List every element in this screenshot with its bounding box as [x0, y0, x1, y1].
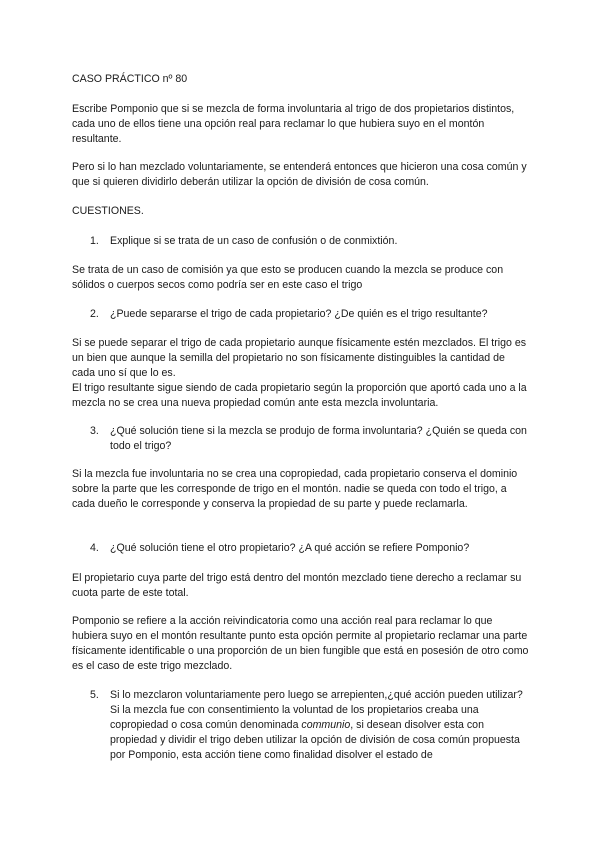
- answer-2: [72, 336, 530, 411]
- intro-paragraph-2: Pero si lo han mezclado voluntariamente, se entenderá entonces que hicieron una cosa común y que si quieren dividirlo deberán utilizar la opción de división de cosa común.: [72, 161, 527, 188]
- question-text: ¿Qué solución tiene si la mezcla se produjo de forma involuntaria? ¿Quién se queda con todo el trigo?: [110, 425, 527, 452]
- question-text: ¿Qué solución tiene el otro propietario? ¿A qué acción se refiere Pomponio?: [110, 542, 470, 554]
- question-number: 2.: [90, 308, 99, 320]
- question-text: Explique si se trata de un caso de confusión o de conmixtión.: [110, 235, 398, 247]
- question-number: 3.: [90, 425, 99, 437]
- question-3: [90, 424, 530, 454]
- answer-2-paragraph-1: Si se puede separar el trigo de cada propietario aunque físicamente estén mezclados. El trigo es un bien que aunque la semilla del propietario no son físicamente distinguibles la cantidad de cada uno sí que lo es.: [72, 337, 527, 379]
- question-1: [90, 234, 530, 249]
- question-5: [90, 688, 530, 763]
- question-5-text: [110, 688, 530, 763]
- question-5-text-after: , si desean disolver esta con propiedad y dividir el trigo deben utilizar la opción de división de cosa común propuesta por Pomponio, esta acción tiene como finalidad disolver el estado de: [110, 719, 520, 761]
- question-number: 5.: [90, 689, 99, 701]
- intro-paragraph-1: Escribe Pomponio que si se mezcla de forma involuntaria al trigo de dos propietarios distintos, cada uno de ellos tiene una opción real para reclamar lo que hubiera suyo en el montón resultante.: [72, 103, 515, 145]
- question-text: ¿Puede separarse el trigo de cada propietario? ¿De quién es el trigo resultante?: [110, 308, 488, 320]
- question-4: [90, 541, 530, 556]
- communio-term: communio: [301, 719, 351, 731]
- question-5-text-before: Si lo mezclaron voluntariamente pero luego se arrepienten,¿qué acción pueden utilizar?Si la mezcla fue con consentimiento la voluntad de los propietarios creaba una copropiedad o cosa común denominada: [110, 689, 523, 731]
- answer-2-paragraph-2: El trigo resultante sigue siendo de cada propietario según la proporción que aportó cada uno a la mezcla no se crea una nueva propiedad común ante esta mezcla involuntaria.: [72, 382, 527, 409]
- question-number: 4.: [90, 542, 99, 554]
- answer-4-paragraph-1: El propietario cuya parte del trigo está dentro del montón mezclado tiene derecho a reclamar su cuota parte de este total.: [72, 572, 522, 599]
- answer-1: Se trata de un caso de comisión ya que esto se producen cuando la mezcla se produce con sólidos o cuerpos secos como podría ser en este caso el trigo: [72, 264, 504, 291]
- question-number: 1.: [90, 235, 99, 247]
- cuestiones-heading: CUESTIONES.: [72, 205, 144, 217]
- document-title: CASO PRÁCTICO nº 80: [72, 73, 188, 85]
- question-2: [90, 307, 530, 322]
- answer-3: Si la mezcla fue involuntaria no se crea una copropiedad, cada propietario conserva el dominio sobre la parte que les corresponde de trigo en el montón. nadie se queda con todo el trigo, a cada dueño le corresponde y conserva la propiedad de su parte y puede reclamarla.: [72, 468, 518, 510]
- answer-4-paragraph-2: Pomponio se refiere a la acción reivindicatoria como una acción real para reclamar lo que hubiera suyo en el montón resultante punto esta opción permite al propietario reclamar una parte físicamente identificable o una proporción de un bien fungible que está en posesión de otro como es el caso de este trigo mezclado.: [72, 615, 529, 672]
